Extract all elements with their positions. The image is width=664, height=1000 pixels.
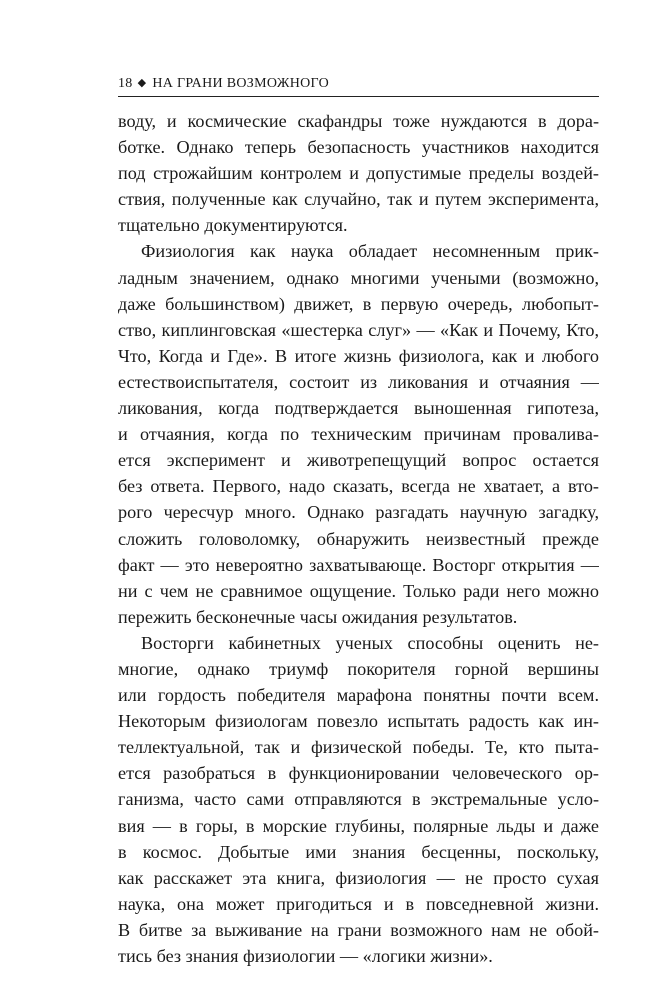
text-line: ствия, полученные как случайно, так и путем эксперимента, <box>118 189 599 210</box>
text-line: как расскажет эта книга, физиология — не просто сухая <box>118 867 599 888</box>
text-line: Некоторым физиологам повезло испытать радость как ин- <box>118 711 599 732</box>
text-line: под строжайшим контролем и допустимые пределы воздей- <box>118 163 599 184</box>
text-line: и отчаяния, когда по техническим причинам проваливa- <box>118 424 599 445</box>
text-line: многие, однако триумф покорителя горной вершины <box>118 658 599 679</box>
text-line: ется эксперимент и животрепещущий вопрос остается <box>118 450 599 471</box>
text-line: в космос. Добытые ими знания бесценны, поскольку, <box>118 841 599 862</box>
text-line: Физиология как наука обладает несомненным прик- <box>141 241 599 262</box>
text-line: В битве за выживание на грани возможного нам не обой- <box>118 919 599 940</box>
text-line: ство, киплинговская «шестерка слуг» — «Как и Почему, Кто, <box>118 319 599 340</box>
text-line: наука, она может пригодиться и в повседневной жизни. <box>118 893 599 914</box>
page-number: 18 <box>118 76 133 91</box>
text-line: даже большинством) движет, в первую очередь, любопыт- <box>118 293 599 314</box>
text-line: тись без знания физиологии — «логики жизни». <box>118 946 493 966</box>
paragraph <box>118 630 599 969</box>
running-header <box>118 74 599 97</box>
text-line: сложить головоломку, обнаружить неизвестный прежде <box>118 528 599 549</box>
text-line: Что, Когда и Где». В итоге жизнь физиолога, как и любого <box>118 345 599 366</box>
text-line: естествоиспытателя, состоит из ликования и отчаяния — <box>118 371 599 392</box>
text-line: ется разобраться в функционировании человеческого ор- <box>118 763 599 784</box>
running-title: НА ГРАНИ ВОЗМОЖНОГО <box>152 76 330 91</box>
text-line: ликования, когда подтверждается выношенная гипотеза, <box>118 398 599 419</box>
text-line: пережить бесконечные часы ожидания результатов. <box>118 606 518 627</box>
text-line: воду, и космические скафандры тоже нуждаются в дора- <box>118 111 599 131</box>
text-line: теллектуальной, так и физической победы. Те, кто пыта- <box>118 737 599 758</box>
body-text <box>118 108 599 969</box>
text-line: факт — это невероятно захватывающе. Восторг открытия — <box>118 554 599 575</box>
text-line: рого чересчур много. Однако разгадать научную загадку, <box>118 502 599 523</box>
paragraph <box>118 108 599 238</box>
paragraph <box>118 238 599 629</box>
text-line: тщательно документируются. <box>118 215 348 236</box>
text-line: Восторги кабинетных ученых способны оценить не- <box>141 632 599 653</box>
diamond-separator-icon: ◆ <box>137 77 147 89</box>
text-line: ганизма, часто сами отправляются в экстремальные усло- <box>118 789 599 810</box>
text-line: ботке. Однако теперь безопасность участников находится <box>118 137 599 158</box>
text-line: без ответа. Первого, надо сказать, всегда не хватает, а вто- <box>118 476 599 497</box>
text-line: или гордость победителя марафона понятны почти всем. <box>118 685 599 706</box>
text-line: ладным значением, однако многими учеными (возможно, <box>118 267 599 288</box>
text-line: ни с чем не сравнимое ощущение. Только ради него можно <box>118 580 599 601</box>
text-line: вия — в горы, в морские глубины, полярные льды и даже <box>118 815 599 836</box>
